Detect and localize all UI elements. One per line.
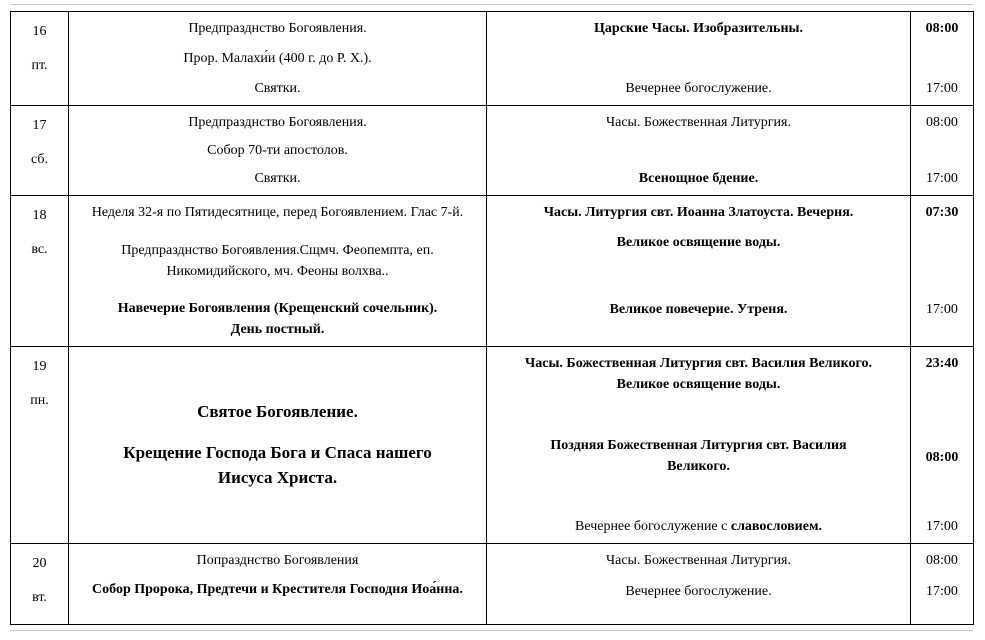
service-line-emphasis: славословием. [730,519,822,534]
time-value: 17:00 [926,171,958,186]
feast-cell [69,544,487,624]
times-cell [911,196,973,346]
table-shadow-line-top [10,4,973,5]
day-number: 19 [32,359,47,374]
time-value: 08:00 [926,553,958,568]
day-number: 17 [32,118,47,133]
date-cell [11,196,69,346]
services-cell [487,106,911,195]
weekday-label: сб. [30,152,48,167]
schedule-row [11,347,973,544]
feast-line: Прор. Малахи́и (400 г. до Р. Х.). [183,51,372,66]
time-slot [926,435,959,481]
feast-cell [69,196,487,346]
day-number: 16 [32,24,47,39]
service-line: Часы. Литургия свт. Иоанна Златоуста. Вечерня. [543,205,854,220]
feast-line: Собор 70-ти апостолов. [207,143,348,158]
service-line: Царские Часы. Изобразительны. [594,21,803,36]
date-cell [11,347,69,543]
day-number: 20 [32,556,47,571]
feast-line: Предпразднство Богоявления. [188,21,367,36]
feast-cell [69,347,487,543]
table-shadow-line-bottom [10,630,973,631]
feast-line: Предпразднство Богоявления.Сщмч. Феопемпта, еп. Никомидийского, мч. Феоны волхва.. [121,242,434,279]
services-cell [487,12,911,105]
service-line: Великое повечерие. Утреня. [609,302,788,317]
feast-cell [69,12,487,105]
service-line [575,516,822,537]
feast-line: Святки. [254,171,301,186]
time-value: 17:00 [926,584,958,599]
feast-line: Неделя 32-я по Пятидесятнице, перед Богоявлением. Глас 7-й. [91,205,464,220]
time-value: 17:00 [926,81,958,96]
time-value: 08:00 [925,450,959,465]
date-cell [11,12,69,105]
service-line: Вечернее богослужение. [625,81,772,96]
date-cell [11,106,69,195]
time-value: 23:40 [925,356,959,371]
time-value: 07:30 [925,205,959,220]
schedule-row [11,106,973,196]
times-cell [911,347,973,543]
services-cell [487,196,911,346]
services-cell [487,347,911,543]
times-cell [911,544,973,624]
service-line: Часы. Божественная Литургия свт. Василия Великого. Великое освящение воды. [525,356,872,392]
feast-line: Предпразднство Богоявления. [188,115,367,130]
time-value: 08:00 [926,115,958,130]
service-line: Вечернее богослужение. [625,584,772,599]
feast-cell [69,106,487,195]
feast-line: Святое Богоявление. [197,401,358,421]
schedule-row [11,12,973,106]
times-cell [911,106,973,195]
time-value: 08:00 [925,21,959,36]
weekday-label: пт. [31,58,48,73]
time-value: 17:00 [926,302,958,317]
day-number: 18 [32,208,47,223]
service-line: Всенощное бдение. [638,171,759,186]
feast-line: Крещение Господа Бога и Спаса нашего Иисуса Христа. [123,443,432,487]
times-cell [911,12,973,105]
service-line-prefix: Вечернее богослужение с [574,519,731,534]
schedule-row [11,196,973,347]
feast-line: Святки. [254,81,301,96]
time-slot [926,353,959,399]
feast-line: Навечерие Богоявления (Крещенский сочельник). День постный. [117,301,438,337]
feast-line: Собор Пророка, Предтечи и Крестителя Господня Иоа́нна. [92,582,463,597]
service-line: Часы. Божественная Литургия. [606,553,791,568]
time-value: 17:00 [926,519,958,534]
feast-line: Попразднство Богоявления [196,553,359,568]
schedule-table [10,11,974,625]
weekday-label: пн. [30,393,49,408]
services-cell [487,544,911,624]
time-slot [926,202,959,259]
service-line: Великое освящение воды. [616,235,781,250]
service-line: Часы. Божественная Литургия. [606,115,791,130]
schedule-row [11,544,973,624]
date-cell [11,544,69,624]
weekday-label: вт. [32,590,47,605]
service-line: Поздняя Божественная Литургия свт. Василия Великого. [550,437,847,474]
weekday-label: вс. [31,242,48,257]
service-group [544,202,854,253]
